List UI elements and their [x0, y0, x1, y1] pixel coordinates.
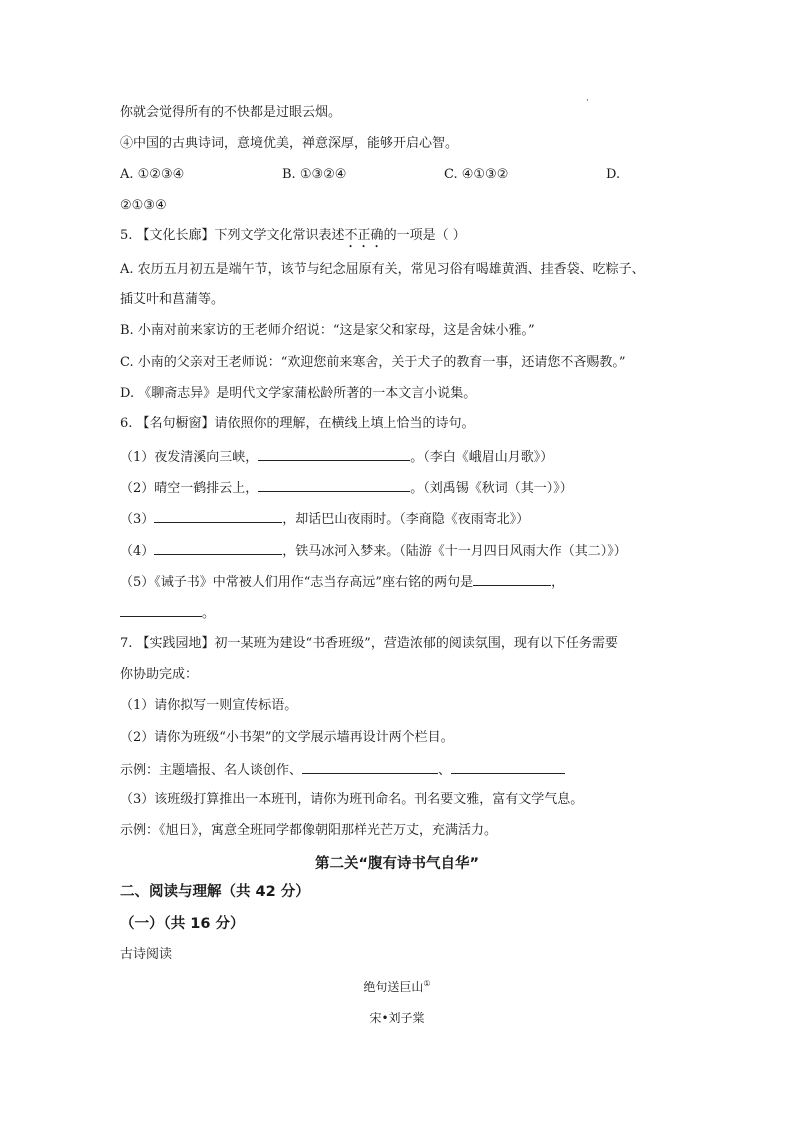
- answer-blank[interactable]: [120, 603, 202, 617]
- text-line: ④中国的古典诗词，意境优美，禅意深厚，能够开启心智。: [120, 136, 459, 151]
- q6-item-2-source: 。（刘禹锡《秋词（其一）》）: [410, 481, 573, 496]
- answer-blank[interactable]: [473, 572, 551, 586]
- option-c: C. ④①③②: [444, 167, 509, 182]
- q5-option-d: D. 《聊斋志异》是明代文学家蒲松龄所著的一本文言小说集。: [120, 386, 477, 401]
- q6-item-4: [120, 541, 627, 561]
- q6-item-3: [120, 509, 529, 529]
- q6-item-2-prompt: （2）晴空一鹤排云上，: [120, 481, 259, 496]
- answer-blank[interactable]: [258, 478, 410, 492]
- q7-example-2: 示例：《旭日》，寓意全班同学都像朝阳那样光芒万丈，充满活力。: [120, 823, 498, 838]
- q5-option-c: C. 小南的父亲对王老师说：“欢迎您前来寒舍，关于犬子的教育一事，还请您不吝赐教。”: [120, 355, 626, 370]
- question-7: 7. 【实践园地】初一某班为建设“书香班级”，营造浓郁的阅读氛围，现有以下任务需要: [120, 636, 618, 651]
- subpart-heading: （一）（共 16 分）: [120, 916, 245, 932]
- answer-blank[interactable]: [154, 541, 282, 555]
- punct: 、: [438, 763, 452, 778]
- option-b: B. ①③②④: [282, 167, 347, 182]
- question-7-cont: 你协助完成：: [120, 667, 199, 682]
- q6-item-4-text: ，铁马冰河入梦来。（陆游《十一月四日风雨大作（其二）》）: [282, 544, 627, 559]
- answer-blank[interactable]: [258, 447, 410, 461]
- q7-example-1-text: 示例：主题墙报、名人谈创作、: [120, 763, 303, 778]
- question-6: 6. 【名句橱窗】请依照你的理解，在横线上填上恰当的诗句。: [120, 416, 475, 431]
- option-d-text: ②①③④: [120, 198, 167, 213]
- subsection-label: 古诗阅读: [120, 947, 173, 962]
- answer-blank[interactable]: [302, 760, 438, 774]
- q6-item-3-num: （3）: [120, 512, 155, 527]
- section-title: 第二关“腹有诗书气自华”: [314, 856, 480, 872]
- question-5-tail: 的一项是（ ）: [383, 228, 466, 243]
- q6-item-4-num: （4）: [120, 544, 155, 559]
- q6-item-5-cont: [120, 603, 215, 623]
- question-5: [120, 227, 466, 251]
- question-5-stem: 5. 【文化长廊】下列文学文化常识表述: [120, 228, 345, 243]
- q7-task-1: （1）请你拟写一则宣传标语。: [120, 698, 298, 713]
- q7-task-2: （2）请你为班级“小书架”的文学展示墙再设计两个栏目。: [120, 730, 454, 745]
- q5-option-a-cont: 插艾叶和菖蒲等。: [120, 292, 225, 307]
- q6-item-2: [120, 478, 573, 498]
- q6-item-3-text: ，却话巴山夜雨时。（李商隐《夜雨寄北》）: [282, 512, 530, 527]
- option-a: A. ①②③④: [120, 167, 185, 182]
- answer-blank[interactable]: [451, 760, 565, 774]
- punct: 。: [202, 606, 216, 621]
- q5-option-a: A. 农历五月初五是端午节，该节与纪念屈原有关，常见习俗有喝雄黄酒、挂香袋、吃粽子、: [120, 262, 645, 277]
- q6-item-5-prompt: （5）《诫子书》中常被人们用作“志当存高远”座右铭的两句是: [120, 575, 474, 590]
- text-line: 你就会觉得所有的不快都是过眼云烟。: [120, 105, 342, 120]
- poem-author: 宋•刘子棠: [369, 1011, 425, 1025]
- q7-example-1: [120, 760, 565, 780]
- option-d: D.: [606, 167, 621, 182]
- q6-item-1-prompt: （1）夜发清溪向三峡，: [120, 450, 259, 465]
- q6-item-5: [120, 572, 564, 592]
- poem-title: [0, 978, 794, 995]
- q6-item-1: [120, 447, 553, 467]
- footnote-mark: ①: [423, 979, 431, 988]
- emphasis-text: 不正确: [344, 228, 384, 243]
- poem-title-text: 绝句送巨山: [363, 980, 424, 994]
- answer-blank[interactable]: [154, 509, 282, 523]
- q6-item-1-source: 。（李白《峨眉山月歌》）: [410, 450, 554, 465]
- q5-option-b: B. 小南对前来家访的王老师介绍说：“这是家父和家母，这是舍妹小雅。”: [120, 323, 535, 338]
- punct: ，: [551, 575, 565, 590]
- top-mark: ·: [586, 96, 589, 106]
- part-heading: 二、阅读与理解（共 42 分）: [120, 884, 310, 900]
- q7-task-3: （3）该班级打算推出一本班刊，请你为班刊命名。刊名要文雅，富有文学气息。: [120, 792, 584, 807]
